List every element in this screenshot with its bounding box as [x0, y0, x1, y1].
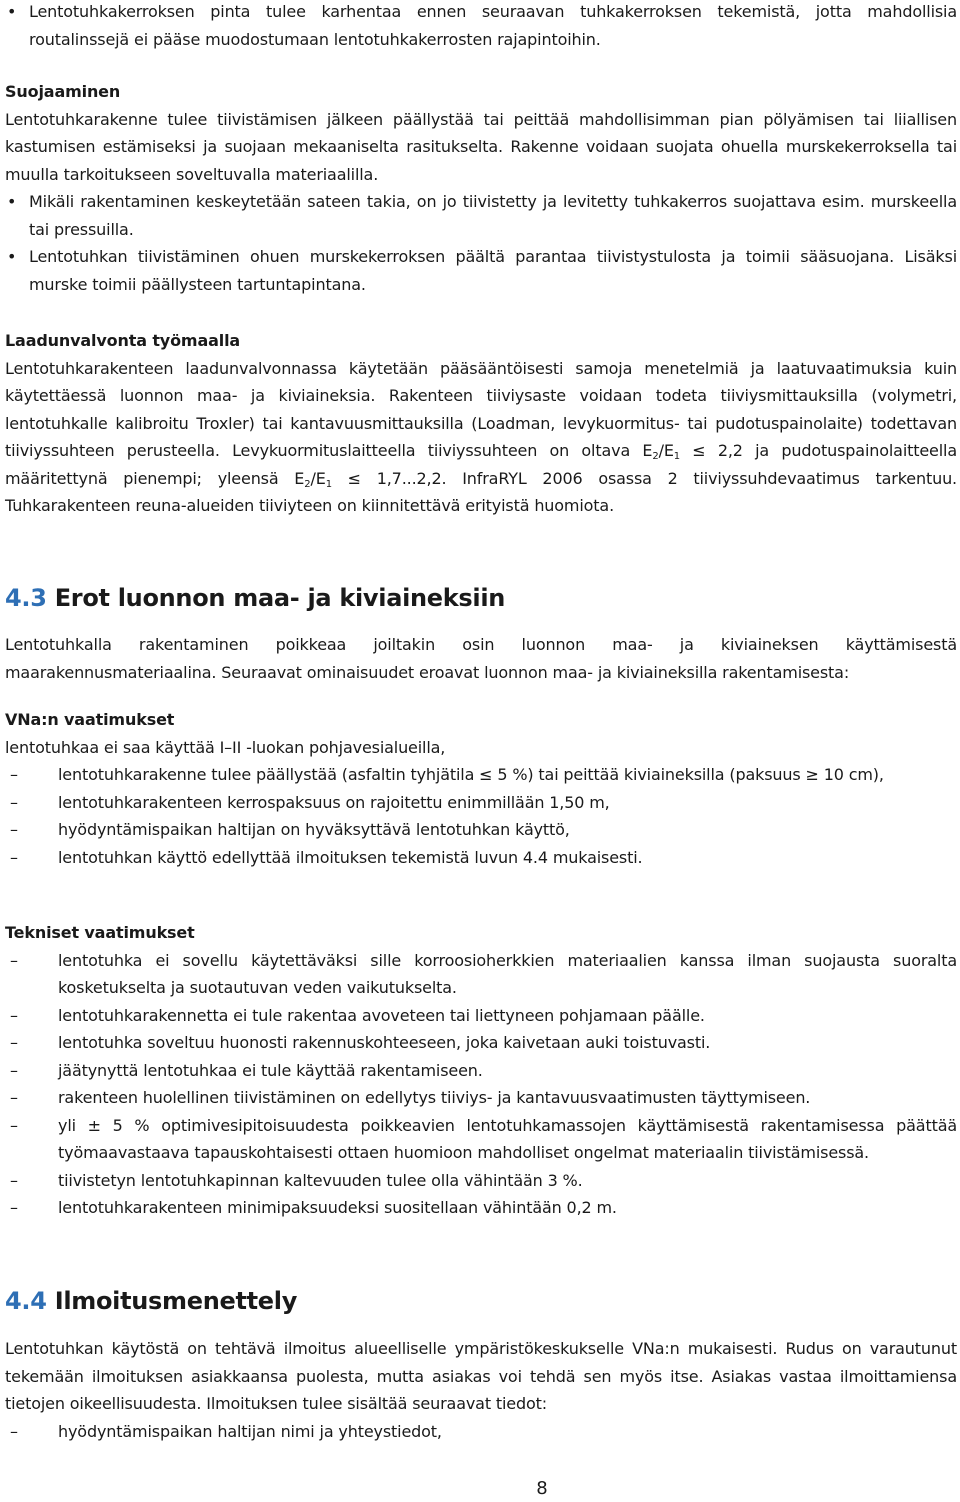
intro-section	[5, 0, 957, 53]
section-4-3-intro	[5, 631, 957, 686]
section-subheading: Suojaaminen	[5, 82, 121, 101]
subscript: 2	[304, 478, 311, 490]
page-number: 8	[536, 1478, 548, 1499]
section-4-4-body	[5, 1335, 957, 1445]
section-title: Erot luonnon maa- ja kiviaineksiin	[54, 584, 506, 612]
section-subheading: VNa:n vaatimukset	[5, 710, 175, 729]
list-item: – lentotuhkarakenne tulee päällystää (asfaltin tyhjätila ≤ 5 %) tai peittää kiviaineksilla (paksuus ≥ 10 cm),	[5, 761, 957, 789]
list-item: – yli ± 5 % optimivesipitoisuudesta poikkeavien lentotuhkamassojen käyttämisestä rakentamisessa päättää työmaavastaava tapauskohtaisesti ottaen huomioon mahdolliset ongelmat materiaalin tiivistämisessä.	[5, 1112, 957, 1167]
list-item: – hyödyntämispaikan haltijan on hyväksyttävä lentotuhkan käyttö,	[5, 816, 957, 844]
list-item: – lentotuhkarakenteen minimipaksuudeksi suositellaan vähintään 0,2 m.	[5, 1194, 957, 1222]
paragraph-text: /E	[310, 468, 326, 488]
subscript: 1	[673, 451, 680, 462]
paragraph-text: ≤ 1,7...2,2. InfraRYL 2006 osassa 2 tiiviyssuhdevaatimus tarkentuu. Tuhkarakenteen reuna-alueiden tiiviyteen on kiinnitettävä erityistä huomiota.	[5, 468, 957, 515]
list-item: – lentotuhkarakenteen kerrospaksuus on rajoitettu enimmillään 1,50 m,	[5, 789, 957, 817]
list-lead: lentotuhkaa ei saa käyttää I–II -luokan pohjavesialueilla,	[5, 737, 446, 757]
list-item: – hyödyntämispaikan haltijan nimi ja yhteystiedot,	[5, 1418, 957, 1446]
list-item: • Lentotuhkan tiivistäminen ohuen murskekerroksen päältä parantaa tiivistystulosta ja toimii sääsuojana. Lisäksi murske toimii päällysteen tartuntapintana.	[5, 243, 957, 298]
section-number: 4.3	[5, 584, 47, 612]
paragraph: Lentotuhkalla rakentaminen poikkeaa joiltakin osin luonnon maa- ja kiviaineksen käyttämisestä maarakennusmateriaalina. Seuraavat ominaisuudet eroavat luonnon maa- ja kiviaineksilla rakentamisesta:	[5, 635, 957, 682]
list-item: – tiivistetyn lentotuhkapinnan kaltevuuden tulee olla vähintään 3 %.	[5, 1167, 957, 1195]
list-item: • Lentotuhkakerroksen pinta tulee karhentaa ennen seuraavan tuhkakerroksen tekemistä, jotta mahdollisia routalinssejä ei pääse muodostumaan lentotuhkakerrosten rajapintoihin.	[5, 0, 957, 53]
section-subheading: Tekniset vaatimukset	[5, 923, 195, 942]
paragraph: Lentotuhkan käytöstä on tehtävä ilmoitus alueelliselle ympäristökeskukselle VNa:n mukaisesti. Rudus on varautunut tekemään ilmoituksen asiakkaansa puolesta, mutta asiakas voi tehdä sen myös itse. Asiakas vastaa ilmoittamiensa tietojen oikeellisuudesta. Ilmoituksen tulee sisältää seuraavat tiedot:	[5, 1339, 957, 1413]
section-heading-4-3	[5, 583, 505, 613]
paragraph-text: ≤ 2,2 ja pudotuspainolaitteella määritettynä pienempi; yleensä E	[5, 441, 957, 488]
list-item: – jäätynyttä lentotuhkaa ei tule käyttää rakentamiseen.	[5, 1057, 957, 1085]
paragraph-text: Lentotuhkarakenteen laadunvalvonnassa käytetään pääsääntöisesti samoja menetelmiä ja laatuvaatimuksia kuin käytettäessä luonnon maa- ja kiviaineksia. Rakenteen tiiviysaste voidaan todeta tiiviysmittauksilla (volymetri, lentotuhkalle kalibroitu Troxler) tai kantavuusmittauksilla (Loadman, levykuormitus- tai pudotuspainolaite) todettavan tiiviyssuhteen perusteella. Levykuormituslaitteella tiiviyssuhteen on oltava E	[5, 358, 957, 460]
list-item: – lentotuhka ei sovellu käytettäväksi sille korroosioherkkien materiaalien kanssa ilman suojausta suoralta kosketukselta ja suotautuvan veden vaikutukselta.	[5, 947, 957, 1002]
paragraph-text: /E	[658, 441, 674, 460]
section-heading-4-4	[5, 1286, 297, 1316]
section-subheading: Laadunvalvonta työmaalla	[5, 331, 241, 350]
list-item: – lentotuhkan käyttö edellyttää ilmoituksen tekemistä luvun 4.4 mukaisesti.	[5, 844, 957, 872]
vna-section	[5, 706, 957, 871]
list-item: • Mikäli rakentaminen keskeytetään sateen takia, on jo tiivistetty ja levitetty tuhkakerros suojattava esim. murskeella tai pressuilla.	[5, 188, 957, 243]
paragraph	[5, 355, 957, 520]
subscript: 2	[652, 451, 659, 462]
section-title: Ilmoitusmenettely	[54, 1287, 298, 1315]
laadunvalvonta-section	[5, 327, 957, 520]
list-item: – lentotuhkarakennetta ei tule rakentaa avoveteen tai liettyneen pohjamaan päälle.	[5, 1002, 957, 1030]
list-item: – rakenteen huolellinen tiivistäminen on edellytys tiiviys- ja kantavuusvaatimusten täyttymiseen.	[5, 1084, 957, 1112]
suojaaminen-section	[5, 78, 957, 298]
list-item: – lentotuhka soveltuu huonosti rakennuskohteeseen, joka kaivetaan auki toistuvasti.	[5, 1029, 957, 1057]
tekniset-section	[5, 919, 957, 1222]
section-number: 4.4	[5, 1287, 47, 1315]
paragraph: Lentotuhkarakenne tulee tiivistämisen jälkeen päällystää tai peittää mahdollisimman pian pölyämisen tai liiallisen kastumisen estämiseksi ja suojaan mekaaniselta rasitukselta. Rakenne voidaan suojata ohuella murskekerroksella tai muulla tarkoitukseen soveltuvalla materiaalilla.	[5, 109, 957, 184]
subscript: 1	[325, 478, 332, 490]
